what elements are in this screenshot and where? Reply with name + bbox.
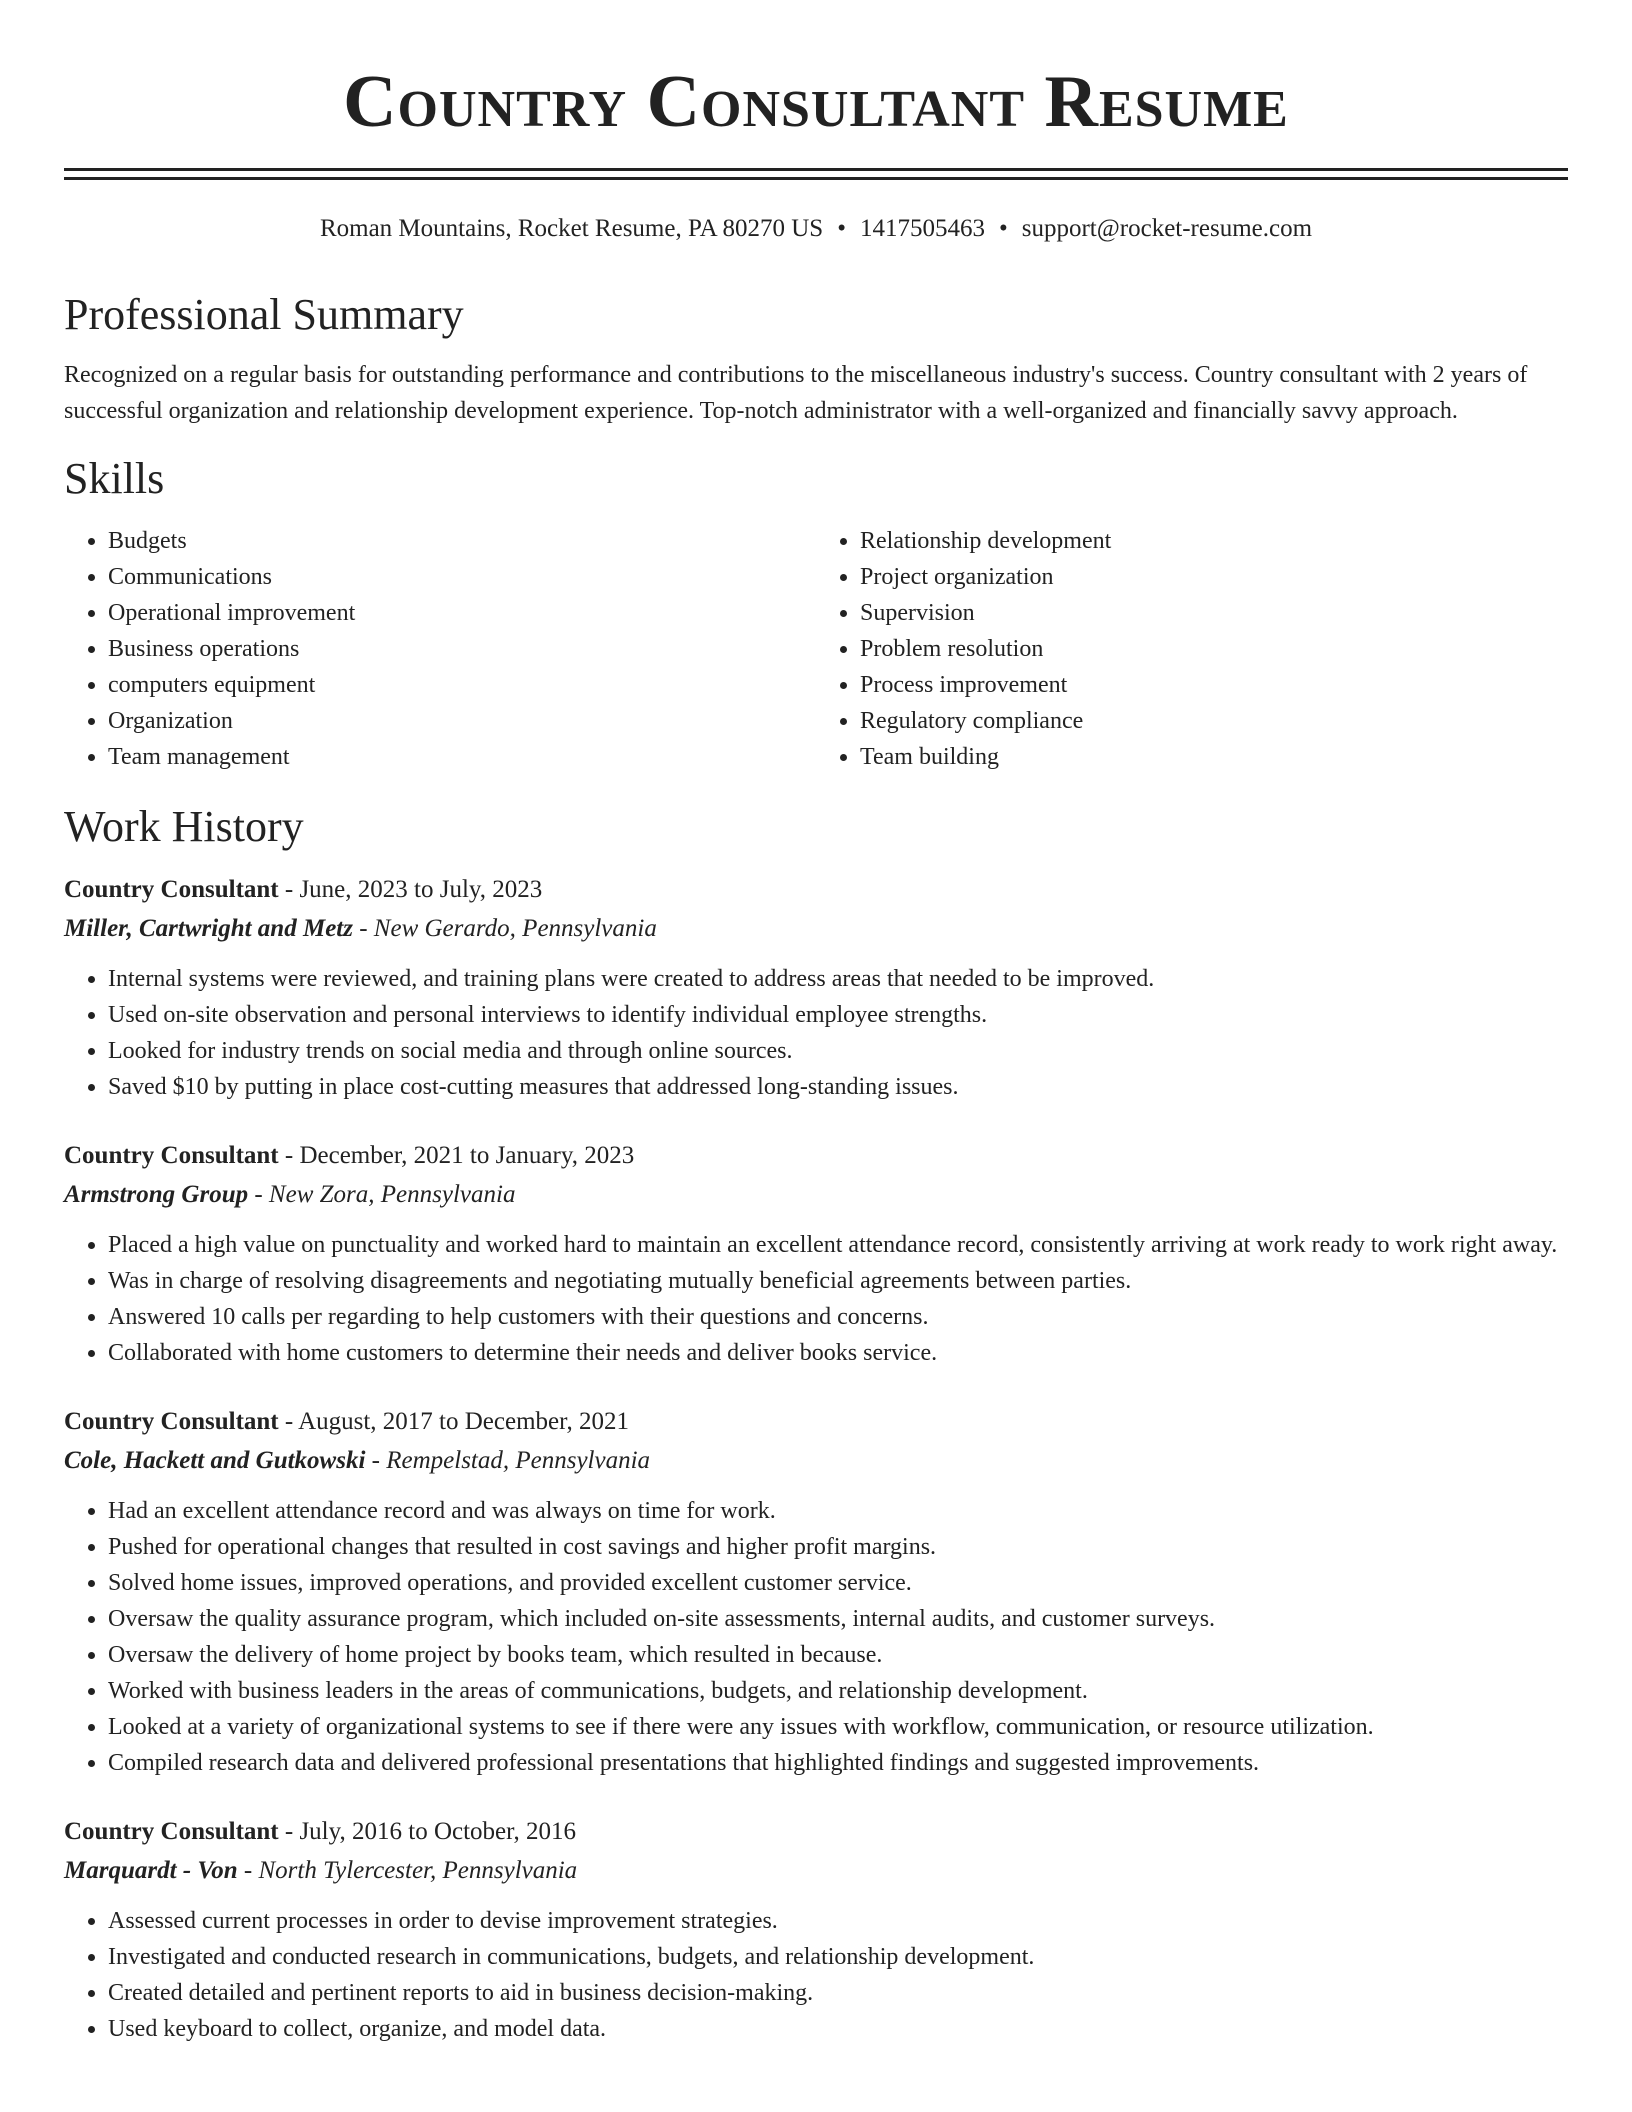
job-entry	[64, 1137, 1568, 1371]
skill-item: • Process improvement	[860, 667, 1568, 703]
job-title: Country Consultant	[64, 1142, 279, 1169]
job-title-line	[64, 1137, 1568, 1175]
title-divider-secondary	[64, 177, 1568, 180]
job-entry	[64, 1813, 1568, 2047]
contact-phone: 1417505463	[859, 215, 985, 242]
job-bullet: • Pushed for operational changes that resulted in cost savings and higher profit margins.	[108, 1529, 1568, 1565]
page-title: Country Consultant Resume	[343, 61, 1289, 143]
skill-item: • Project organization	[860, 559, 1568, 595]
job-bullet: • Solved home issues, improved operations, and provided excellent customer service.	[108, 1565, 1568, 1601]
job-bullet: • Oversaw the quality assurance program, which included on-site assessments, internal audits, and customer surveys.	[108, 1601, 1568, 1637]
job-company-line	[64, 1175, 1568, 1215]
job-dates: - July, 2016 to October, 2016	[278, 1818, 576, 1845]
job-bullet: • Used keyboard to collect, organize, and model data.	[108, 2011, 1568, 2047]
job-bullet: • Answered 10 calls per regarding to help customers with their questions and concerns.	[108, 1299, 1568, 1335]
job-bullet: • Had an excellent attendance record and was always on time for work.	[108, 1493, 1568, 1529]
contact-info	[64, 213, 1568, 245]
skill-item: • Problem resolution	[860, 631, 1568, 667]
skill-item: • Regulatory compliance	[860, 703, 1568, 739]
skill-item: • Organization	[108, 703, 816, 739]
work-history-heading: Work History	[64, 802, 304, 851]
contact-separator: •	[837, 215, 846, 242]
contact-separator: •	[998, 215, 1008, 242]
contact-address: Roman Mountains, Rocket Resume, PA 80270 US	[319, 215, 824, 242]
skill-item: • Communications	[108, 559, 816, 595]
job-bullet: • Was in charge of resolving disagreements and negotiating mutually beneficial agreements between parties.	[108, 1263, 1568, 1299]
job-bullet: • Internal systems were reviewed, and training plans were created to address areas that needed to be improved.	[108, 961, 1568, 997]
job-bullet: • Collaborated with home customers to determine their needs and deliver books service.	[108, 1335, 1568, 1371]
job-bullets	[64, 1227, 1568, 1371]
skill-item: • Relationship development	[860, 523, 1568, 559]
job-bullet: • Compiled research data and delivered professional presentations that highlighted findings and suggested improvements.	[108, 1745, 1568, 1781]
job-location: - New Zora, Pennsylvania	[248, 1181, 516, 1208]
job-dates: - December, 2021 to January, 2023	[278, 1142, 635, 1169]
job-bullets	[64, 1903, 1568, 2047]
job-bullet: • Oversaw the delivery of home project by books team, which resulted in because.	[108, 1637, 1568, 1673]
skill-item: • computers equipment	[108, 667, 816, 703]
job-company: Marquardt - Von	[64, 1857, 238, 1884]
skills-column-left	[64, 523, 816, 775]
job-bullets	[64, 961, 1568, 1105]
job-bullet: • Used on-site observation and personal interviews to identify individual employee strengths.	[108, 997, 1568, 1033]
job-company: Armstrong Group	[64, 1181, 249, 1208]
job-company-line	[64, 1441, 1568, 1481]
job-company-line	[64, 909, 1568, 949]
job-title-line	[64, 1813, 1568, 1851]
job-title: Country Consultant	[64, 1408, 279, 1435]
job-company: Miller, Cartwright and Metz	[64, 915, 353, 942]
job-dates: - June, 2023 to July, 2023	[278, 876, 543, 903]
job-bullet: • Placed a high value on punctuality and worked hard to maintain an excellent attendance record, consistently arriving at work ready to work right away.	[108, 1227, 1568, 1263]
job-location: - North Tylercester, Pennsylvania	[237, 1857, 578, 1884]
job-bullet: • Worked with business leaders in the areas of communications, budgets, and relationship development.	[108, 1673, 1568, 1709]
job-bullet: • Looked at a variety of organizational systems to see if there were any issues with workflow, communication, or resource utilization.	[108, 1709, 1568, 1745]
job-title: Country Consultant	[64, 1818, 279, 1845]
summary-heading: Professional Summary	[64, 290, 464, 339]
job-entry	[64, 1403, 1568, 1781]
job-location: - Rempelstad, Pennsylvania	[365, 1447, 651, 1474]
job-title: Country Consultant	[64, 876, 279, 903]
job-bullet: • Created detailed and pertinent reports to aid in business decision-making.	[108, 1975, 1568, 2011]
summary-text: Recognized on a regular basis for outstanding performance and contributions to the miscellaneous industry's success. Country consultant with 2 years of successful organization and relationship development experience. Top-notch administrator with a well-organized and financially savvy approach.	[64, 362, 1528, 424]
skill-item: • Team management	[108, 739, 816, 775]
skills-list	[64, 523, 1568, 775]
contact-email: support@rocket-resume.com	[1021, 215, 1313, 242]
job-company-line	[64, 1851, 1568, 1891]
job-bullet: • Saved $10 by putting in place cost-cutting measures that addressed long-standing issues.	[108, 1069, 1568, 1105]
job-bullets	[64, 1493, 1568, 1781]
job-entry	[64, 871, 1568, 1105]
job-bullet: • Investigated and conducted research in communications, budgets, and relationship development.	[108, 1939, 1568, 1975]
skills-heading: Skills	[64, 454, 165, 503]
job-title-line	[64, 1403, 1568, 1441]
skill-item: • Team building	[860, 739, 1568, 775]
job-location: - New Gerardo, Pennsylvania	[352, 915, 657, 942]
job-title-line	[64, 871, 1568, 909]
job-dates: - August, 2017 to December, 2021	[278, 1408, 629, 1435]
skill-item: • Business operations	[108, 631, 816, 667]
skill-item: • Budgets	[108, 523, 816, 559]
job-company: Cole, Hackett and Gutkowski	[64, 1447, 366, 1474]
job-bullet: • Looked for industry trends on social media and through online sources.	[108, 1033, 1568, 1069]
skill-item: • Operational improvement	[108, 595, 816, 631]
title-divider	[64, 168, 1568, 171]
skill-item: • Supervision	[860, 595, 1568, 631]
job-bullet: • Assessed current processes in order to devise improvement strategies.	[108, 1903, 1568, 1939]
skills-column-right	[816, 523, 1568, 775]
